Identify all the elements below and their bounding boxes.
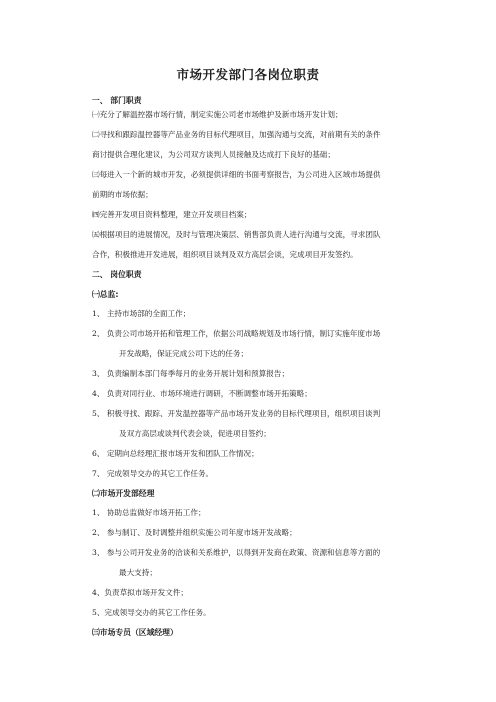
director-duty-2: 2、 负责公司市场开拓和管理工作，依据公司战略规划及市场行情，制订实施年度市场 [92, 329, 381, 338]
dept-duty-2: ㈡寻找和跟踪温控器等产品业务的目标代理项目，加强沟通与交流，对前期有关的条件 [92, 130, 381, 139]
dept-duty-3-cont: 前期的市场依据； [92, 190, 153, 199]
page-title: 市场开发部门各岗位职责 [176, 67, 320, 82]
specialist-heading: ㈢市场专员（区域经理） [92, 628, 178, 637]
director-duty-5-cont: 及双方高层或谈判代表会谈，促进项目签约； [119, 429, 271, 438]
manager-duty-3: 3、 参与公司开发业务的洽谈和关系维护，以得到开发商在政策、资源和信息等方面的 [92, 548, 381, 557]
director-duty-3: 3、 负责编制本部门每季每月的业务开展计划和预算报告； [92, 369, 290, 378]
director-duty-6: 6、 定期向总经理汇报市场开发和团队工作情况； [92, 449, 259, 458]
director-duty-1: 1、 主持市场部的全面工作； [92, 309, 191, 318]
manager-duty-3-cont: 最大支持； [119, 568, 157, 577]
manager-heading: ㈡市场开发部经理 [92, 489, 155, 498]
director-heading: ㈠总监: [92, 290, 119, 299]
manager-duty-4: 4、负责草拟市场开发文件； [92, 588, 188, 597]
director-duty-7: 7、 完成领导交办的其它工作任务。 [92, 469, 214, 478]
dept-duty-2-cont: 商讨提供合理化建议，为公司双方谈判人员接触及达成打下良好的基础； [92, 150, 335, 159]
dept-duty-3: ㈢每进入一个新的城市开发，必须提供详细的书面考察报告，为公司进入区域市场提供 [92, 170, 381, 179]
director-duty-2-cont: 开发战略，保证完成公司下达的任务； [119, 349, 249, 358]
manager-duty-2: 2、 参与制订、及时调整并组织实施公司年度市场开发战略； [92, 528, 297, 537]
manager-duty-5: 5、完成领导交办的其它工作任务。 [92, 608, 211, 617]
director-duty-4: 4、 负责对同行业、市场环境进行调研，不断调整市场开拓策略； [92, 389, 312, 398]
director-duty-5: 5、 积极寻找、跟踪、开发温控器等产品市场开发业务的目标代理项目，组织项目谈判 [92, 409, 381, 418]
dept-duty-5: ㈤根据项目的进展情况，及时与管理决策层、销售部负责人进行沟通与交流，寻求团队 [92, 230, 381, 239]
section-heading-dept: 一、 部门职责 [92, 96, 142, 105]
dept-duty-5-cont: 合作，积极推进开发进展，组织项目谈判及双方高层会谈，完成项目开发签约。 [92, 250, 358, 259]
dept-duty-4: ㈣完善开发项目资料整理，建立开发项目档案； [92, 210, 252, 219]
section-heading-positions: 二、 岗位职责 [92, 270, 142, 279]
dept-duty-1: ㈠充分了解温控器市场行情，制定实施公司老市场维护及新市场开发计划； [92, 110, 343, 119]
manager-duty-1: 1、 协助总监做好市场开拓工作； [92, 508, 206, 517]
